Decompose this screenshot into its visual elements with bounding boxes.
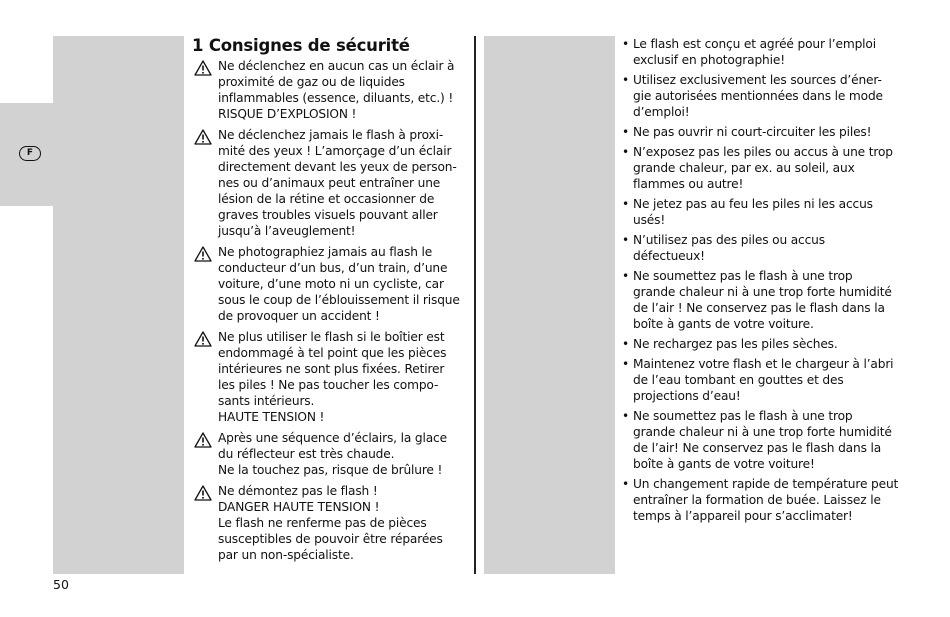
bullet-dot: • bbox=[622, 125, 630, 139]
warning-text-line: Ne photographiez jamais au flash le bbox=[218, 245, 433, 259]
bullet-dot: • bbox=[622, 73, 630, 87]
warning-item bbox=[192, 329, 472, 425]
bullet-dot: • bbox=[622, 197, 630, 211]
bullet-text-line: exclusif en photographie! bbox=[633, 53, 785, 67]
bullet-text-line: Ne soumettez pas le flash à une trop bbox=[633, 409, 853, 423]
bullet-text-line: projections d’eau! bbox=[633, 389, 741, 403]
bullet-item bbox=[622, 476, 912, 524]
bullet-item bbox=[622, 268, 912, 332]
warning-text-line: conducteur d’un bus, d’un train, d’une bbox=[218, 261, 448, 275]
warning-text-line: endommagé à tel point que les pièces bbox=[218, 346, 447, 360]
bullet-text-line: Un changement rapide de température peut bbox=[633, 477, 899, 491]
bullet-text-line: usés! bbox=[633, 213, 666, 227]
warning-triangle-icon bbox=[194, 432, 212, 448]
bullet-text-line: Ne jetez pas au feu les piles ni les accus bbox=[633, 197, 873, 211]
bullet-text-line: flammes ou autre! bbox=[633, 177, 744, 191]
bullet-text-line: Ne soumettez pas le flash à une trop bbox=[633, 269, 853, 283]
bullet-dot: • bbox=[622, 145, 630, 159]
bullet-item bbox=[622, 144, 912, 192]
bullet-dot: • bbox=[622, 357, 630, 371]
bullet-dot: • bbox=[622, 233, 630, 247]
bullet-text-line: grande chaleur ni à une trop forte humidité bbox=[633, 425, 892, 439]
page-number: 50 bbox=[53, 577, 69, 592]
bullet-dot: • bbox=[622, 337, 630, 351]
bullet-item bbox=[622, 356, 912, 404]
bullet-text-line: temps à l’appareil pour s’acclimater! bbox=[633, 509, 853, 523]
bullet-dot: • bbox=[622, 37, 630, 51]
bullet-text-line: N’exposez pas les piles ou accus à une trop bbox=[633, 145, 893, 159]
warning-item bbox=[192, 483, 472, 563]
warning-text-line: intérieures ne sont plus fixées. Retirer bbox=[218, 362, 445, 376]
bullet-text-line: défectueux! bbox=[633, 249, 705, 263]
bullet-dot: • bbox=[622, 409, 630, 423]
warning-text-line: les piles ! Ne pas toucher les compo- bbox=[218, 378, 439, 392]
bullet-text-line: boîte à gants de votre voiture. bbox=[633, 317, 814, 331]
warning-text-line: du réflecteur est très chaude. bbox=[218, 447, 395, 461]
right-margin-band bbox=[484, 36, 615, 574]
page-title: 1 Consignes de sécurité bbox=[192, 36, 410, 55]
language-badge: F bbox=[19, 146, 41, 161]
warning-text-line: Après une séquence d’éclairs, la glace bbox=[218, 431, 447, 445]
warning-text-line: sants intérieurs. bbox=[218, 394, 315, 408]
warning-text-line: par un non-spécialiste. bbox=[218, 548, 354, 562]
bullet-item bbox=[622, 124, 912, 140]
bullet-dot: • bbox=[622, 269, 630, 283]
bullet-text-line: de l’eau tombant en gouttes et des bbox=[633, 373, 844, 387]
bullet-dot: • bbox=[622, 477, 630, 491]
warning-triangle-icon bbox=[194, 129, 212, 145]
bullet-text-line: Ne rechargez pas les piles sèches. bbox=[633, 337, 838, 351]
bullet-text-line: boîte à gants de votre voiture! bbox=[633, 457, 815, 471]
warning-text-line: Ne la touchez pas, risque de brûlure ! bbox=[218, 463, 443, 477]
bullet-text-line: Utilisez exclusivement les sources d’éner- bbox=[633, 73, 882, 87]
bullet-list bbox=[622, 36, 912, 528]
warning-list bbox=[192, 58, 472, 568]
warning-item bbox=[192, 244, 472, 324]
warning-triangle-icon bbox=[194, 60, 212, 76]
warning-text-line: graves troubles visuels pouvant aller bbox=[218, 208, 438, 222]
warning-text-line: nes ou d’animaux peut entraîner une bbox=[218, 176, 441, 190]
warning-text-line: inflammables (essence, diluants, etc.) ! bbox=[218, 91, 454, 105]
warning-text-line: de provoquer un accident ! bbox=[218, 309, 380, 323]
bullet-item bbox=[622, 408, 912, 472]
warning-text-line: susceptibles de pouvoir être réparées bbox=[218, 532, 443, 546]
bullet-item bbox=[622, 36, 912, 68]
bullet-text-line: gie autorisées mentionnées dans le mode bbox=[633, 89, 883, 103]
bullet-text-line: entraîner la formation de buée. Laissez le bbox=[633, 493, 881, 507]
warning-item bbox=[192, 430, 472, 478]
bullet-text-line: de l’air ! Ne conservez pas le flash dans la bbox=[633, 301, 885, 315]
bullet-text-line: Ne pas ouvrir ni court-circuiter les piles! bbox=[633, 125, 872, 139]
bullet-item bbox=[622, 72, 912, 120]
warning-text-line: Ne démontez pas le flash ! bbox=[218, 484, 378, 498]
warning-text-line: RISQUE D’EXPLOSION ! bbox=[218, 107, 357, 121]
warning-text-line: Ne déclenchez jamais le flash à proxi- bbox=[218, 128, 444, 142]
warning-text-line: HAUTE TENSION ! bbox=[218, 410, 325, 424]
column-divider bbox=[474, 36, 476, 574]
bullet-text-line: N’utilisez pas des piles ou accus bbox=[633, 233, 825, 247]
warning-text-line: voiture, d’une moto ni un cycliste, car bbox=[218, 277, 444, 291]
warning-text-line: jusqu’à l’aveuglement! bbox=[218, 224, 356, 238]
bullet-item bbox=[622, 232, 912, 264]
bullet-text-line: de l’air! Ne conservez pas le flash dans la bbox=[633, 441, 882, 455]
warning-item bbox=[192, 127, 472, 239]
bullet-item bbox=[622, 336, 912, 352]
warning-text-line: mité des yeux ! L’amorçage d’un éclair bbox=[218, 144, 452, 158]
warning-triangle-icon bbox=[194, 485, 212, 501]
bullet-text-line: Maintenez votre flash et le chargeur à l’abri bbox=[633, 357, 894, 371]
bullet-text-line: Le flash est conçu et agréé pour l’emploi bbox=[633, 37, 876, 51]
warning-text-line: proximité de gaz ou de liquides bbox=[218, 75, 405, 89]
bullet-text-line: grande chaleur ni à une trop forte humidité bbox=[633, 285, 892, 299]
warning-text-line: directement devant les yeux de person- bbox=[218, 160, 457, 174]
left-margin-band bbox=[53, 36, 184, 574]
warning-text-line: lésion de la rétine et occasionner de bbox=[218, 192, 435, 206]
warning-text-line: Ne plus utiliser le flash si le boîtier est bbox=[218, 330, 445, 344]
warning-text-line: Le flash ne renferme pas de pièces bbox=[218, 516, 427, 530]
warning-triangle-icon bbox=[194, 246, 212, 262]
bullet-item bbox=[622, 196, 912, 228]
warning-text-line: Ne déclenchez en aucun cas un éclair à bbox=[218, 59, 455, 73]
warning-text-line: sous le coup de l’éblouissement il risque bbox=[218, 293, 460, 307]
warning-item bbox=[192, 58, 472, 122]
bullet-text-line: d’emploi! bbox=[633, 105, 690, 119]
warning-text-line: DANGER HAUTE TENSION ! bbox=[218, 500, 380, 514]
bullet-text-line: grande chaleur, par ex. au soleil, aux bbox=[633, 161, 855, 175]
warning-triangle-icon bbox=[194, 331, 212, 347]
